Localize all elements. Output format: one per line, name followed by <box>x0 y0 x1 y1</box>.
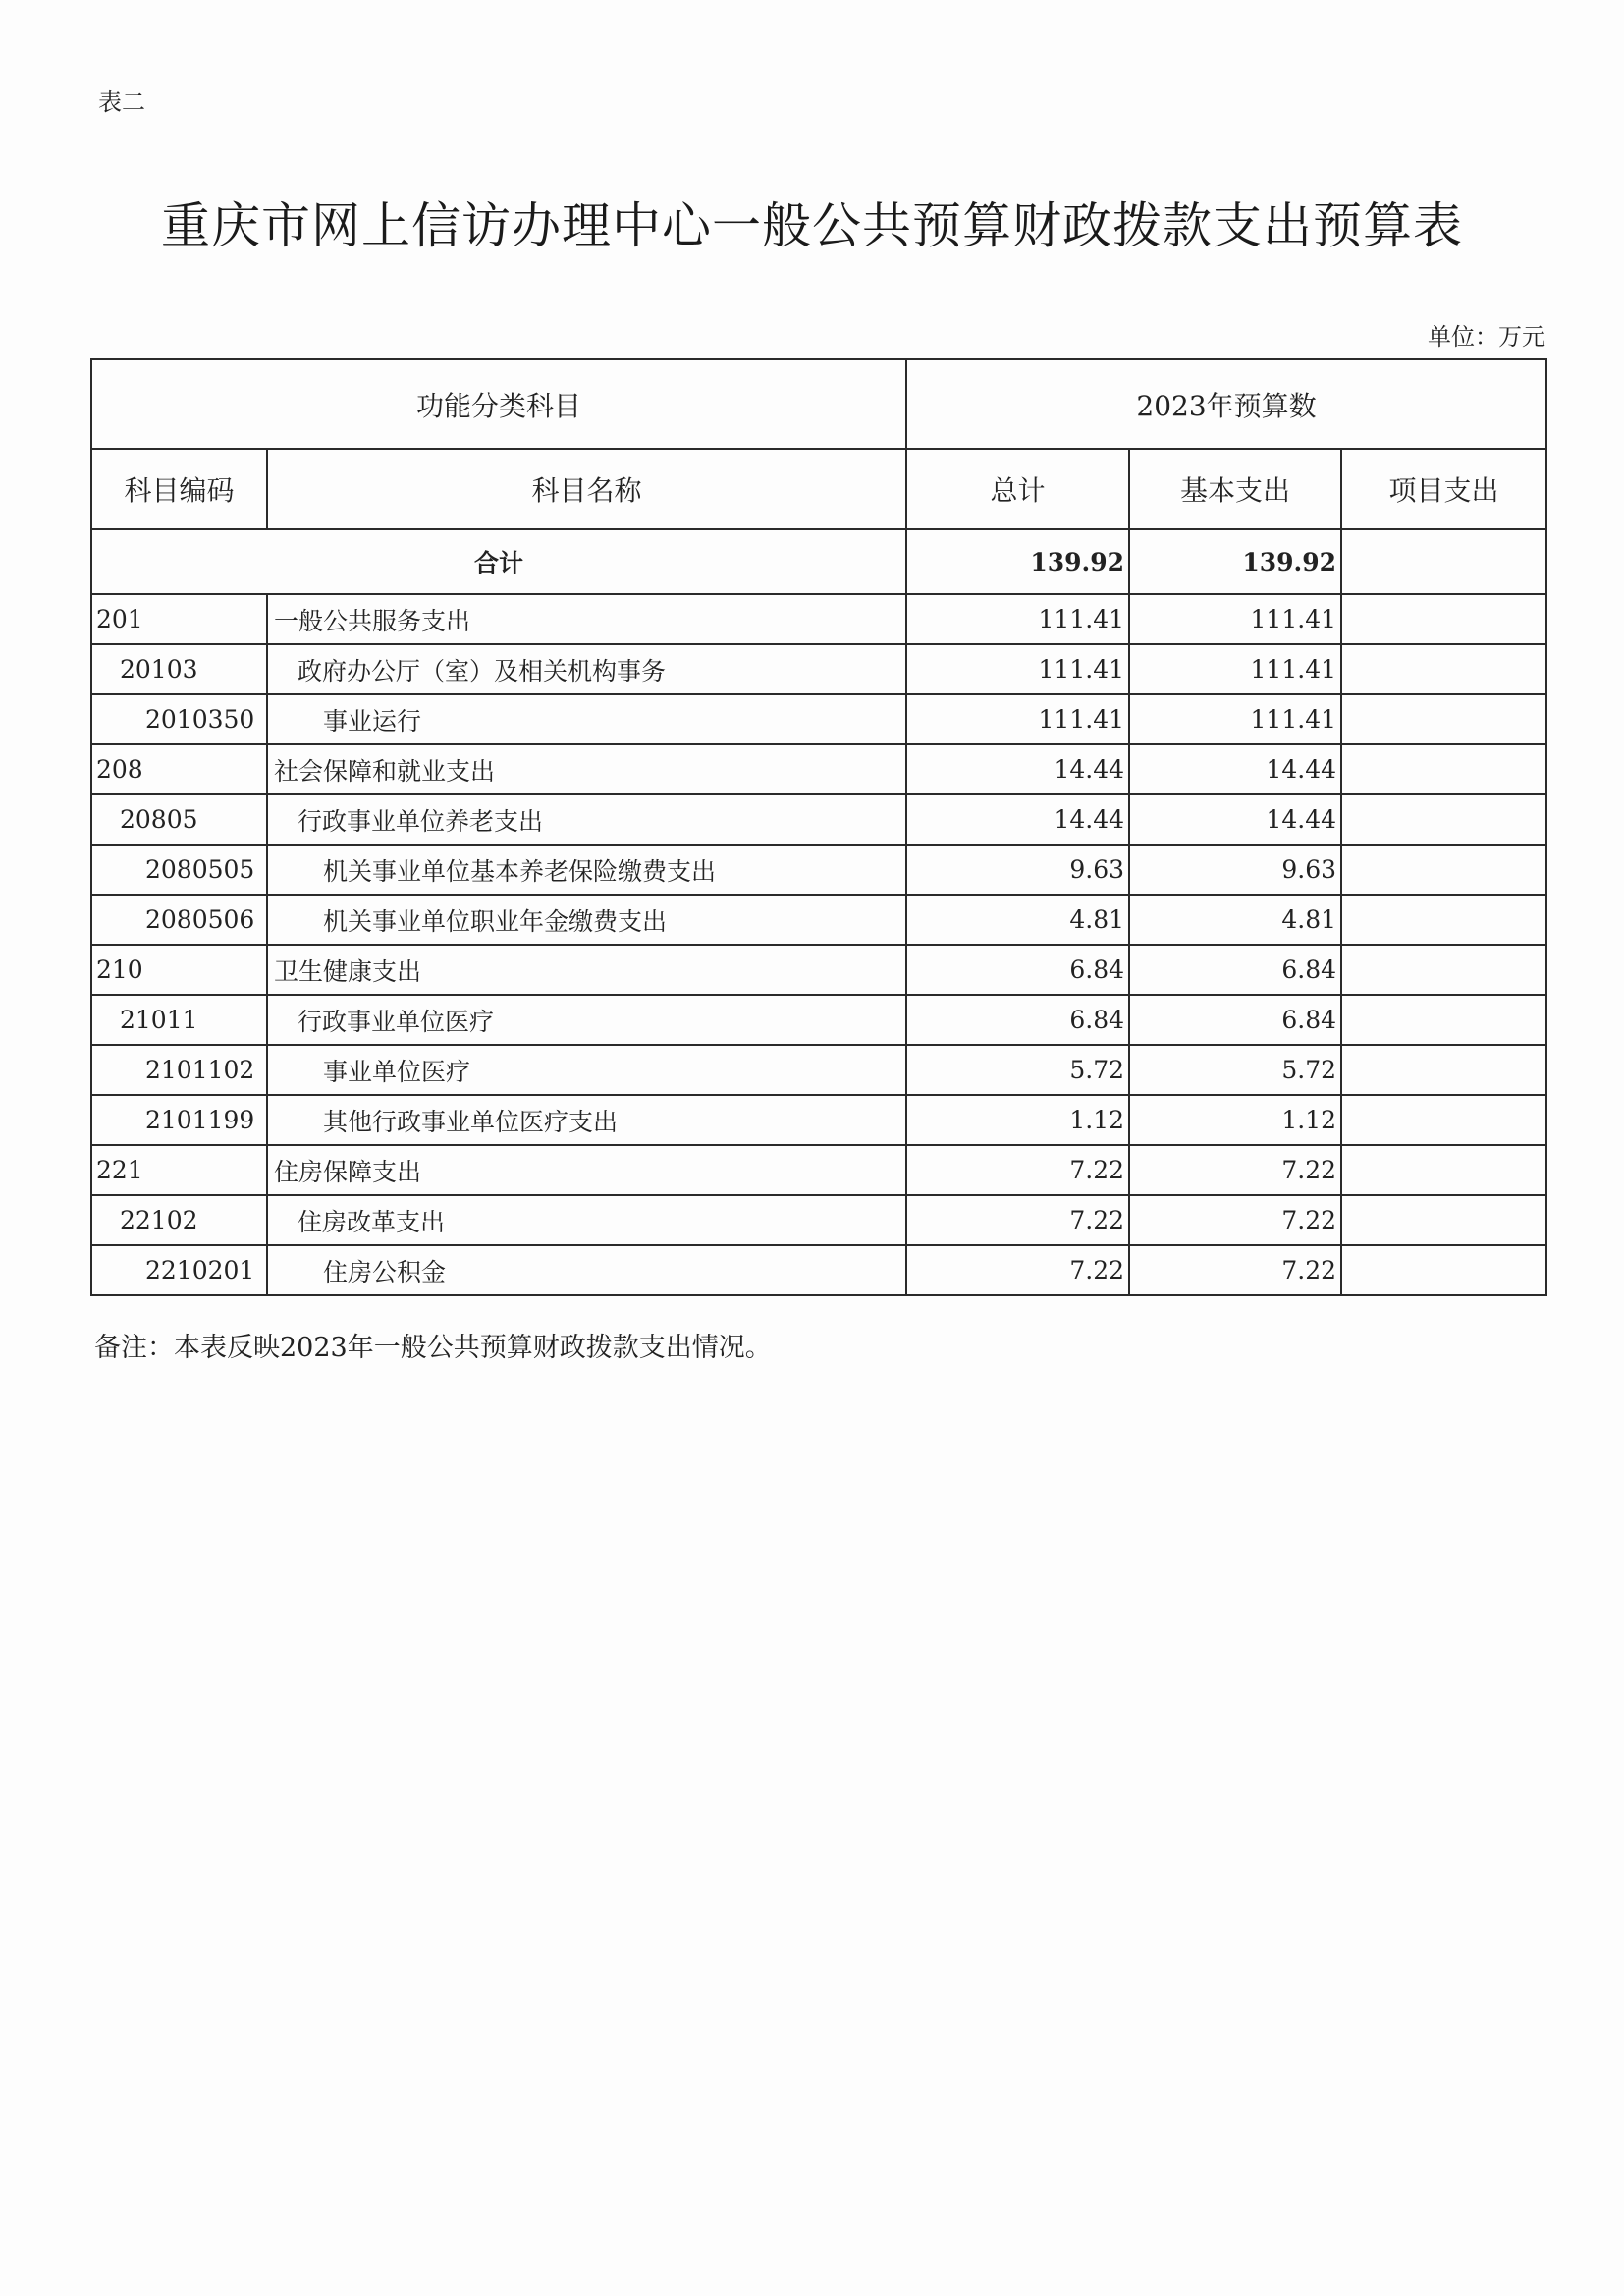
table-row <box>91 845 1546 895</box>
row-total: 4.81 <box>906 895 1129 945</box>
row-name: 一般公共服务支出 <box>267 594 906 644</box>
header-total: 总计 <box>906 449 1129 529</box>
header-budget-2023: 2023年预算数 <box>906 359 1546 449</box>
row-basic: 14.44 <box>1129 744 1341 794</box>
row-basic: 9.63 <box>1129 845 1341 895</box>
header-name: 科目名称 <box>267 449 906 529</box>
row-total: 111.41 <box>906 694 1129 744</box>
row-name: 卫生健康支出 <box>267 945 906 995</box>
row-project <box>1341 1245 1546 1295</box>
row-project <box>1341 845 1546 895</box>
total-basic: 139.92 <box>1129 529 1341 594</box>
row-total: 5.72 <box>906 1045 1129 1095</box>
row-name: 其他行政事业单位医疗支出 <box>267 1095 906 1145</box>
row-basic: 111.41 <box>1129 594 1341 644</box>
table-row <box>91 594 1546 644</box>
row-total: 7.22 <box>906 1245 1129 1295</box>
row-basic: 1.12 <box>1129 1095 1341 1145</box>
row-project <box>1341 1045 1546 1095</box>
row-name: 行政事业单位医疗 <box>267 995 906 1045</box>
total-label: 合计 <box>91 529 906 594</box>
row-name: 机关事业单位职业年金缴费支出 <box>267 895 906 945</box>
row-code: 2101199 <box>91 1095 267 1145</box>
table-row <box>91 644 1546 694</box>
row-project <box>1341 794 1546 845</box>
header-project: 项目支出 <box>1341 449 1546 529</box>
budget-table <box>90 358 1547 1296</box>
table-row <box>91 794 1546 845</box>
row-code: 201 <box>91 594 267 644</box>
row-basic: 6.84 <box>1129 945 1341 995</box>
row-project <box>1341 995 1546 1045</box>
table-row <box>91 1195 1546 1245</box>
total-row <box>91 529 1546 594</box>
table-row <box>91 945 1546 995</box>
row-code: 2210201 <box>91 1245 267 1295</box>
row-code: 2010350 <box>91 694 267 744</box>
row-project <box>1341 1195 1546 1245</box>
table-row <box>91 1145 1546 1195</box>
row-total: 9.63 <box>906 845 1129 895</box>
row-project <box>1341 1145 1546 1195</box>
row-code: 2080505 <box>91 845 267 895</box>
table-row <box>91 1095 1546 1145</box>
total-project <box>1341 529 1546 594</box>
row-total: 7.22 <box>906 1195 1129 1245</box>
table-row <box>91 744 1546 794</box>
row-code: 210 <box>91 945 267 995</box>
row-name: 事业单位医疗 <box>267 1045 906 1095</box>
total-total: 139.92 <box>906 529 1129 594</box>
row-name: 政府办公厅（室）及相关机构事务 <box>267 644 906 694</box>
row-code: 2080506 <box>91 895 267 945</box>
row-name: 事业运行 <box>267 694 906 744</box>
row-total: 111.41 <box>906 644 1129 694</box>
row-project <box>1341 744 1546 794</box>
row-basic: 7.22 <box>1129 1195 1341 1245</box>
header-function-classification: 功能分类科目 <box>91 359 906 449</box>
row-basic: 14.44 <box>1129 794 1341 845</box>
row-basic: 4.81 <box>1129 895 1341 945</box>
row-total: 14.44 <box>906 744 1129 794</box>
row-name: 社会保障和就业支出 <box>267 744 906 794</box>
header-basic: 基本支出 <box>1129 449 1341 529</box>
row-project <box>1341 1095 1546 1145</box>
row-total: 6.84 <box>906 945 1129 995</box>
row-project <box>1341 644 1546 694</box>
row-total: 111.41 <box>906 594 1129 644</box>
row-name: 住房改革支出 <box>267 1195 906 1245</box>
row-code: 208 <box>91 744 267 794</box>
header-group-row <box>91 359 1546 449</box>
row-code: 20805 <box>91 794 267 845</box>
row-basic: 6.84 <box>1129 995 1341 1045</box>
row-basic: 7.22 <box>1129 1145 1341 1195</box>
row-total: 6.84 <box>906 995 1129 1045</box>
table-row <box>91 1045 1546 1095</box>
row-total: 1.12 <box>906 1095 1129 1145</box>
header-code: 科目编码 <box>91 449 267 529</box>
row-code: 20103 <box>91 644 267 694</box>
row-name: 住房保障支出 <box>267 1145 906 1195</box>
footnote: 备注：本表反映2023年一般公共预算财政拨款支出情况。 <box>94 1333 772 1363</box>
table-number-label: 表二 <box>98 88 145 116</box>
row-basic: 5.72 <box>1129 1045 1341 1095</box>
row-name: 行政事业单位养老支出 <box>267 794 906 845</box>
unit-label: 单位：万元 <box>1428 323 1545 351</box>
page-title: 重庆市网上信访办理中心一般公共预算财政拨款支出预算表 <box>161 197 1463 254</box>
row-project <box>1341 594 1546 644</box>
row-code: 2101102 <box>91 1045 267 1095</box>
row-code: 221 <box>91 1145 267 1195</box>
row-project <box>1341 945 1546 995</box>
row-total: 14.44 <box>906 794 1129 845</box>
table-row <box>91 1245 1546 1295</box>
row-code: 21011 <box>91 995 267 1045</box>
table-row <box>91 895 1546 945</box>
row-total: 7.22 <box>906 1145 1129 1195</box>
row-project <box>1341 694 1546 744</box>
header-column-row <box>91 449 1546 529</box>
table-row <box>91 694 1546 744</box>
row-basic: 7.22 <box>1129 1245 1341 1295</box>
row-project <box>1341 895 1546 945</box>
row-basic: 111.41 <box>1129 644 1341 694</box>
row-name: 机关事业单位基本养老保险缴费支出 <box>267 845 906 895</box>
row-name: 住房公积金 <box>267 1245 906 1295</box>
row-code: 22102 <box>91 1195 267 1245</box>
table-row <box>91 995 1546 1045</box>
row-basic: 111.41 <box>1129 694 1341 744</box>
